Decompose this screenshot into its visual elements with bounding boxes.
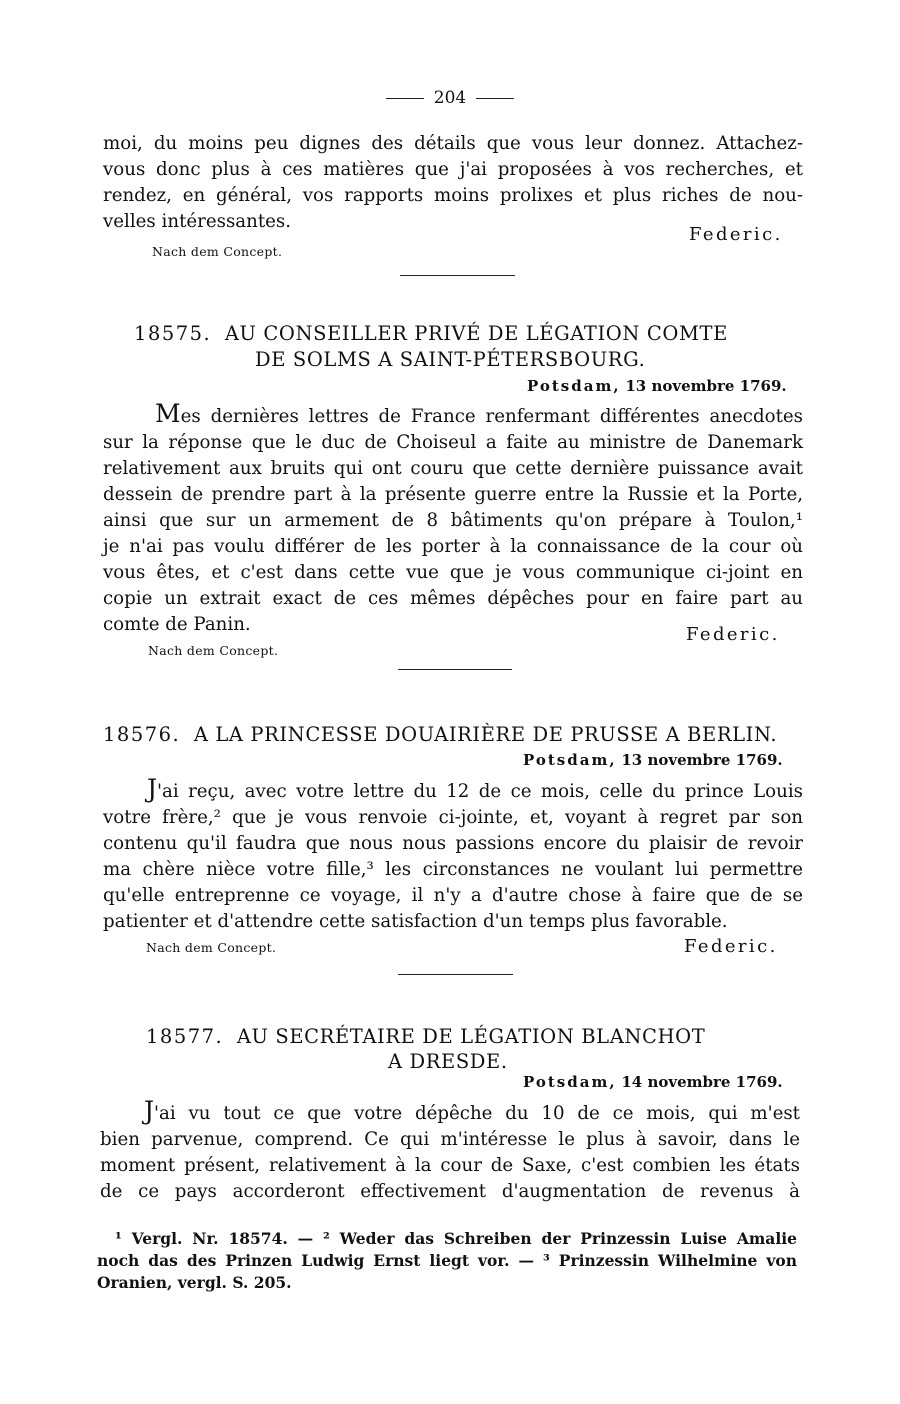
page-number: 204 <box>433 88 467 108</box>
text-line: votre frère,² que je vous renvoie ci-jointe, et, voyant à regret par son <box>103 807 803 828</box>
letter-number: 18577. <box>146 1025 224 1048</box>
drop-cap: M <box>155 399 181 428</box>
header-dash-right <box>476 98 514 99</box>
text-line: vous donc plus à ces matières que j'ai proposées à vos recherches, et <box>103 159 803 180</box>
text-line: bien parvenue, comprend. Ce qui m'intéresse le plus à savoir, dans le <box>100 1129 800 1150</box>
dateline-date: 13 novembre 1769. <box>625 377 787 395</box>
footnote-line: Oranien, vergl. S. 205. <box>97 1273 292 1292</box>
letter-heading-continued: DE SOLMS A SAINT-PÉTERSBOURG. <box>255 348 646 371</box>
dateline-date: 13 novembre 1769. <box>621 751 783 769</box>
letter-body <box>103 401 803 638</box>
signature: Federic. <box>686 624 780 645</box>
source-note: Nach dem Concept. <box>148 643 279 658</box>
continuation-paragraph <box>103 131 803 235</box>
letter-number: 18576. <box>103 723 181 746</box>
page-header <box>0 88 900 108</box>
source-note: Nach dem Concept. <box>146 940 277 955</box>
text-line: dessein de prendre part à la présente guerre entre la Russie et la Porte, <box>103 484 803 505</box>
text-line: relativement aux bruits qui ont couru que cette dernière puissance avait <box>103 458 803 479</box>
drop-cap: J <box>147 774 158 803</box>
source-note: Nach dem Concept. <box>152 244 283 259</box>
dateline <box>527 377 787 395</box>
text-line: comte de Panin. <box>103 614 251 635</box>
text-line: je n'ai pas voulu différer de les porter à la connaissance de la cour où <box>103 536 803 557</box>
text-line: 'ai vu tout ce que votre dépêche du 10 de ce mois, qui m'est <box>154 1103 800 1124</box>
dateline-date: 14 novembre 1769. <box>621 1073 783 1091</box>
text-line: contenu qu'il faudra que nous nous passions encore du plaisir de revoir <box>103 833 803 854</box>
text-line: copie un extrait exact de ces mêmes dépêches pour en faire part au <box>103 588 803 609</box>
footnote-line: noch das des Prinzen Ludwig Ernst liegt vor. — ³ Prinzessin Wilhelmine von <box>97 1251 797 1270</box>
dateline-place: Potsdam, <box>527 377 621 395</box>
letter-heading <box>103 721 777 748</box>
text-line: rendez, en général, vos rapports moins prolixes et plus riches de nou- <box>103 185 803 206</box>
signature: Federic. <box>689 224 783 245</box>
text-line: qu'elle entreprenne ce voyage, il n'y a d'autre chose à faire que de se <box>103 885 803 906</box>
letter-heading-line1: AU CONSEILLER PRIVÉ DE LÉGATION COMTE <box>224 322 728 345</box>
text-line: ainsi que sur un armement de 8 bâtiments qu'on prépare à Toulon,¹ <box>103 510 803 531</box>
text-line: de ce pays accorderont effectivement d'augmentation de revenus à <box>100 1181 800 1202</box>
section-divider <box>398 974 513 975</box>
letter-body <box>100 1098 800 1205</box>
dateline <box>523 751 783 769</box>
footnote-line: ¹ Vergl. Nr. 18574. — ² Weder das Schreiben der Prinzessin Luise Amalie <box>115 1229 797 1248</box>
text-line: 'ai reçu, avec votre lettre du 12 de ce mois, celle du prince Louis <box>157 781 803 802</box>
letter-heading <box>146 1023 705 1050</box>
drop-cap: J <box>144 1096 155 1125</box>
text-line: velles intéressantes. <box>103 211 292 232</box>
text-line: vous êtes, et c'est dans cette vue que je vous communique ci-joint en <box>103 562 803 583</box>
footnotes <box>97 1228 797 1294</box>
text-line: moment présent, relativement à la cour de Saxe, c'est combien les états <box>100 1155 800 1176</box>
text-line: ma chère nièce votre fille,³ les circonstances ne voulant lui permettre <box>103 859 803 880</box>
signature: Federic. <box>684 936 778 957</box>
text-line: moi, du moins peu dignes des détails que vous leur donnez. Attachez- <box>103 133 803 154</box>
dateline <box>523 1073 783 1091</box>
letter-heading-line1: AU SECRÉTAIRE DE LÉGATION BLANCHOT <box>236 1025 706 1048</box>
text-line: es dernières lettres de France renfermant différentes anecdotes <box>180 406 803 427</box>
text-line: patienter et d'attendre cette satisfaction d'un temps plus favorable. <box>103 911 728 932</box>
letter-heading <box>134 320 728 347</box>
section-divider <box>400 275 515 276</box>
letter-heading-line1: A LA PRINCESSE DOUAIRIÈRE DE PRUSSE A BERLIN. <box>193 723 778 746</box>
letter-number: 18575. <box>134 322 212 345</box>
dateline-place: Potsdam, <box>523 1073 617 1091</box>
section-divider <box>398 669 512 670</box>
dateline-place: Potsdam, <box>523 751 617 769</box>
letter-heading-continued: A DRESDE. <box>388 1050 508 1073</box>
text-line: sur la réponse que le duc de Choiseul a faite au ministre de Danemark <box>103 432 803 453</box>
letter-body <box>103 776 803 935</box>
header-dash-left <box>386 98 424 99</box>
